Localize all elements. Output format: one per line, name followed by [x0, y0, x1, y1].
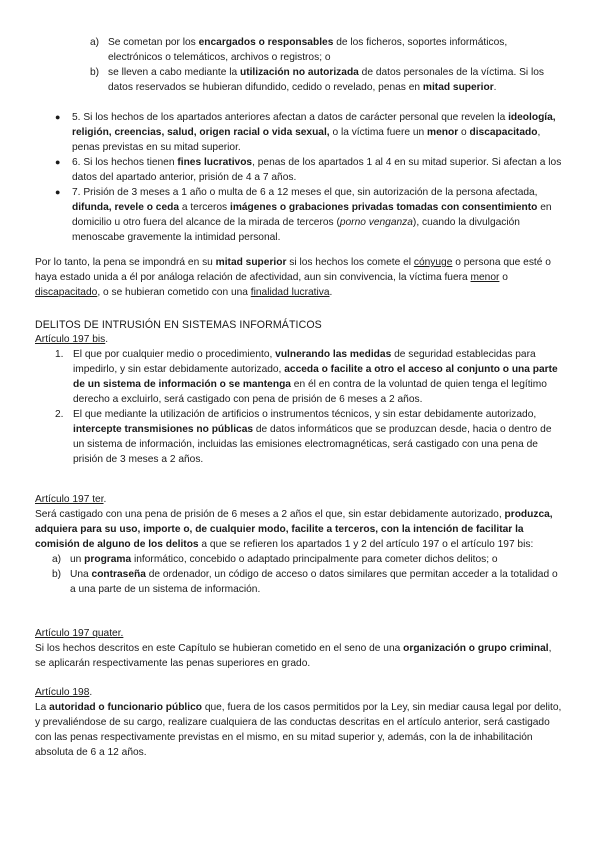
- article-198: [35, 685, 563, 760]
- list-item: b) se lleven a cabo mediante la utilización no autorizada de datos personales de la víctima. Si los datos reservados se hubieran difundido, cedido o revelado, penas en mitad superior.: [90, 67, 545, 93]
- article-title: Artículo 197 quater.: [35, 628, 124, 639]
- list-marker: b): [52, 569, 62, 580]
- article-items: [52, 552, 563, 597]
- article-197-ter: [35, 492, 563, 597]
- article-body: La autoridad o funcionario público que, fuera de los casos permitidos por la Ley, sin mediar causa legal por delito, y prevaliéndose de su cargo, realizare cualquiera de las conductas descritas en el artículo anterior, será castigado con las penas respectivamente previstas en el mismo, en su mitad superior y, además, con la de inhabilitación absoluta de 6 a 12 años.: [35, 702, 562, 758]
- article-body: Si los hechos descritos en este Capítulo se hubieran cometido en el seno de una organización o grupo criminal, se aplicarán respectivamente las penas superiores en grado.: [35, 643, 552, 669]
- top-list: [90, 35, 560, 95]
- list-marker: 1.: [55, 349, 64, 360]
- penalty-bullets: [55, 110, 563, 245]
- section-heading: DELITOS DE INTRUSIÓN EN SISTEMAS INFORMÁTICOS: [35, 319, 322, 331]
- bullet-icon: ●: [55, 187, 61, 197]
- list-item: ● 6. Si los hechos tienen fines lucrativos, penas de los apartados 1 al 4 en su mitad superior. Si afectan a los datos del apartado anterior, prisión de 4 a 7 años.: [55, 157, 562, 183]
- summary-paragraph: Por lo tanto, la pena se impondrá en su mitad superior si los hechos los comete el cónyuge o persona que esté o haya estado unida a él por análoga relación de afectividad, aun sin convivencia, la víctima fuera menor o discapacitado, o se hubieran cometido con una finalidad lucrativa.: [35, 257, 551, 298]
- list-marker: 2.: [55, 409, 64, 420]
- list-item: 1. El que por cualquier medio o procedimiento, vulnerando las medidas de seguridad establecidas para impedirlo, y sin estar debidamente autorizado, acceda o facilite a otro el acceso al conjunto o una parte de un sistema de información o se mantenga en él en contra de la voluntad de quien tenga el legítimo derecho a excluirlo, será castigado con pena de prisión de 6 meses a 2 años.: [55, 349, 558, 405]
- article-197-quater: [35, 626, 563, 671]
- list-item: a) un programa informático, concebido o adaptado principalmente para cometer dichos delitos; o: [52, 554, 498, 565]
- list-item: 2. El que mediante la utilización de artificios o instrumentos técnicos, y sin estar debidamente autorizado, intercepte transmisiones no públicas de datos informáticos que se produzcan desde, hacia o dentro de un sistema de información, incluidas las emisiones electromagnéticas, será castigado con una pena de prisión de 3 meses a 2 años.: [55, 409, 552, 465]
- article-title: Artículo 198.: [35, 687, 93, 698]
- article-197-bis: [35, 332, 563, 467]
- list-marker: a): [90, 37, 100, 48]
- list-marker: b): [90, 67, 100, 78]
- list-item: ● 7. Prisión de 3 meses a 1 año o multa de 6 a 12 meses el que, sin autorización de la persona afectada, difunda, revele o ceda a terceros imágenes o grabaciones privadas tomadas con consentimiento en domicilio u otro fuera del alcance de la mirada de terceros (porno venganza), cuando la divulgación menoscabe gravemente la intimidad personal.: [55, 187, 552, 243]
- list-item: a) Se cometan por los encargados o responsables de los ficheros, soportes informáticos, electrónicos o telemáticos, archivos o registros; o: [90, 37, 508, 63]
- article-items: [55, 347, 563, 467]
- article-body: Será castigado con una pena de prisión de 6 meses a 2 años el que, sin estar debidamente autorizado, produzca, adquiera para su uso, importe o, de cualquier modo, facilite a terceros, con la intención de facilitar la comisión de alguno de los delitos a que se refieren los apartados 1 y 2 del artículo 197 o el artículo 197 bis:: [35, 509, 553, 550]
- bullet-icon: ●: [55, 157, 61, 167]
- bullet-icon: ●: [55, 112, 61, 122]
- list-item: ● 5. Si los hechos de los apartados anteriores afectan a datos de carácter personal que revelen la ideología, religión, creencias, salud, origen racial o vida sexual, o la víctima fuere un menor o discapacitado, penas previstas en su mitad superior.: [55, 112, 556, 153]
- list-marker: a): [52, 554, 62, 565]
- article-title: Artículo 197 bis.: [35, 334, 109, 345]
- article-title: Artículo 197 ter.: [35, 494, 107, 505]
- list-item: b) Una contraseña de ordenador, un código de acceso o datos similares que permitan acceder a la totalidad o a una parte de un sistema de información.: [52, 569, 558, 595]
